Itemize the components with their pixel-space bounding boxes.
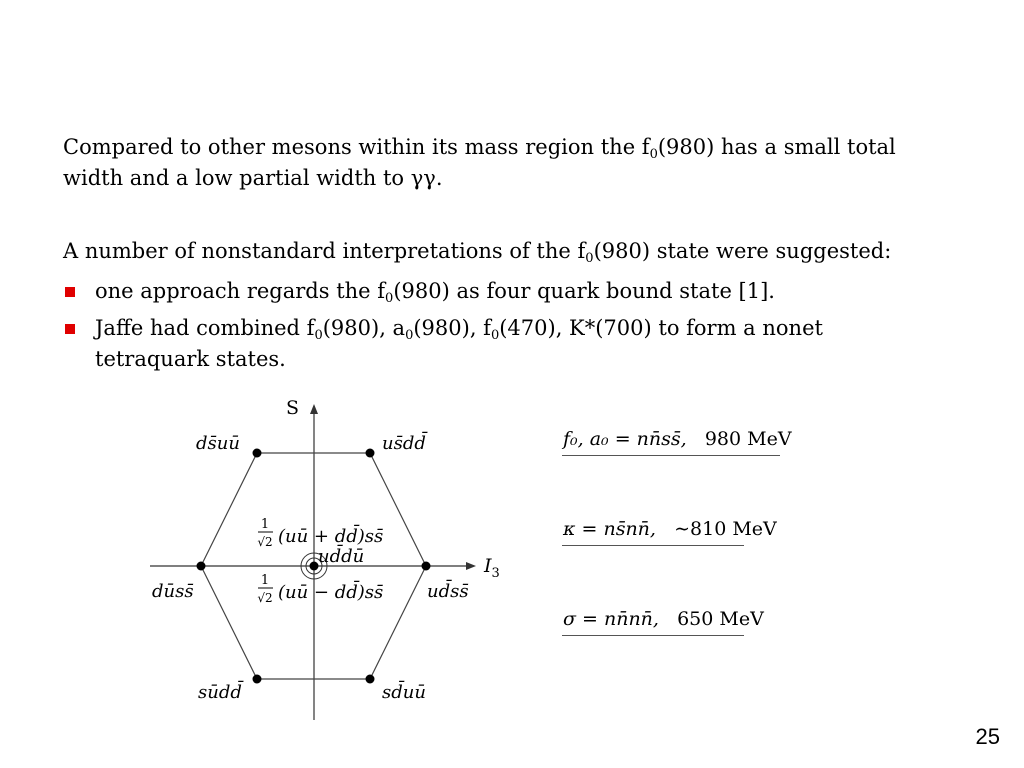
equation-underline (562, 635, 744, 636)
bullet-text: (980) as four quark bound state [1]. (393, 279, 775, 303)
subscript: 0 (314, 328, 323, 343)
bullet-text: Jaffe had combined f (95, 316, 315, 340)
bullet-item (63, 313, 943, 375)
subscript: 0 (405, 328, 414, 343)
equation-underline (562, 545, 744, 546)
paragraph-interpretations (63, 236, 891, 267)
vertex-dot (422, 562, 431, 571)
square-bullet-icon (65, 324, 75, 334)
nonet-weight-diagram (140, 390, 520, 730)
paragraph-intro (63, 132, 896, 194)
center-label-upper: (uū + dd̄)ss̄ (278, 526, 384, 547)
center-label-lower: (uū − dd̄)ss̄ (278, 582, 384, 603)
vertex-dot (197, 562, 206, 571)
s-axis-arrow-icon (310, 404, 318, 414)
interp-text: A number of nonstandard interpretations of the f (63, 239, 586, 263)
equation-text: κ = ns̄nn̄, (563, 518, 656, 540)
i3-axis-arrow-icon (466, 562, 476, 570)
subscript: 0 (490, 328, 500, 343)
vertex-label-left: dūss̄ (152, 581, 194, 602)
vertex-label-top-right: us̄dd̄ (382, 433, 426, 454)
intro-text: Compared to other mesons within its mass region the f (63, 135, 650, 159)
equation-f0-a0 (563, 428, 792, 450)
center-label-middle: ud̄dū (318, 546, 365, 567)
frac-denominator: √2 (257, 591, 273, 605)
vertex-label-bottom-right: sd̄uū (382, 682, 426, 703)
subscript: 0 (585, 251, 594, 266)
equation-underline (562, 455, 780, 456)
bullet-text: one approach regards the f (95, 279, 386, 303)
vertex-dot (366, 449, 375, 458)
bullet-text: (470), K*(700) to form a nonet (499, 316, 823, 340)
vertex-dot (253, 449, 262, 458)
intro-text: (980) has a small total (657, 135, 896, 159)
bullet-text: (980), f (413, 316, 491, 340)
vertex-label-right: ud̄ss̄ (427, 581, 469, 602)
bullet-list (63, 276, 943, 381)
vertex-label-bottom-left: sūdd̄ (198, 682, 242, 703)
bullet-text: tetraquark states. (95, 347, 286, 371)
intro-text: width and a low partial width to γγ. (63, 166, 443, 190)
square-bullet-icon (65, 287, 75, 297)
frac-denominator: √2 (257, 535, 273, 549)
equation-sigma (563, 608, 764, 630)
page-number: 25 (975, 724, 1000, 749)
vertex-label-top-left: ds̄uū (196, 433, 240, 454)
vertex-dot (366, 675, 375, 684)
vertex-dot (253, 675, 262, 684)
s-axis-label: S (286, 397, 300, 419)
equation-value: 980 MeV (704, 428, 792, 450)
equation-value: ∼810 MeV (674, 518, 777, 540)
interp-text: (980) state were suggested: (593, 239, 892, 263)
subscript: 0 (385, 291, 394, 306)
frac-numerator: 1 (260, 517, 270, 532)
bullet-item (63, 276, 943, 307)
equation-kappa (563, 518, 777, 540)
frac-numerator: 1 (260, 573, 270, 588)
equation-text: f₀, a₀ = nn̄ss̄, (563, 428, 687, 450)
equation-text: σ = nn̄nn̄, (563, 608, 659, 630)
bullet-text: (980), a (322, 316, 406, 340)
i3-axis-label: $I_3$ (484, 555, 500, 581)
subscript: 0 (649, 147, 658, 162)
equation-value: 650 MeV (677, 608, 764, 630)
